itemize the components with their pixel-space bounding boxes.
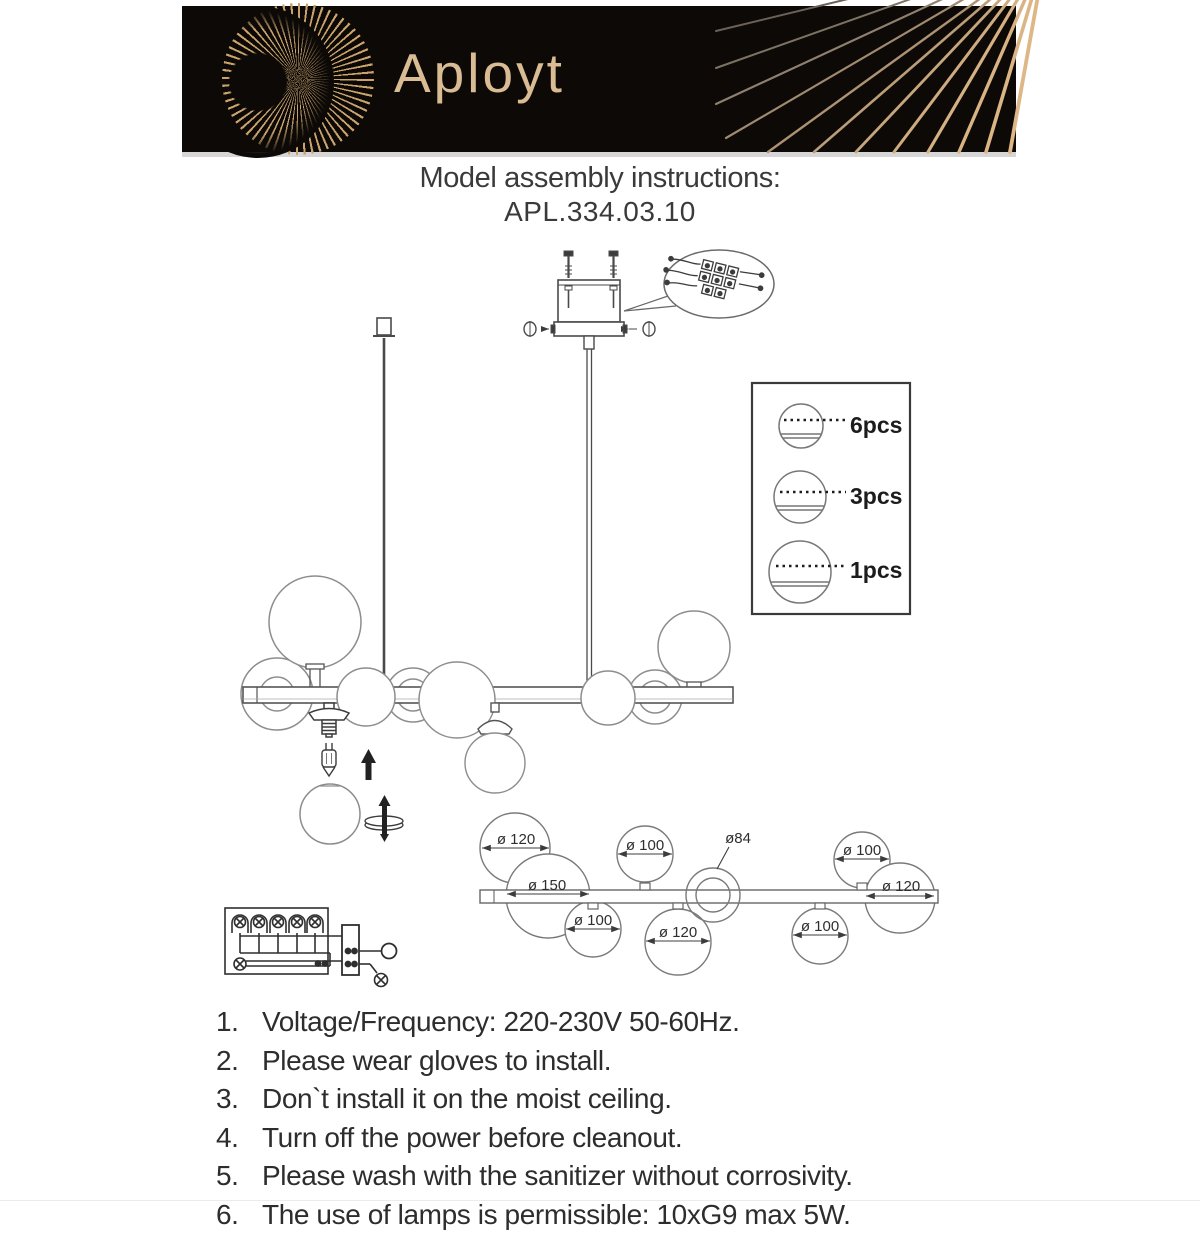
- instruction-number: 2.: [216, 1042, 262, 1081]
- instructions-list: [216, 1003, 1006, 1234]
- sunburst-logo-center: [182, 6, 334, 158]
- dim-label-right-bottom: ø 100: [801, 918, 839, 935]
- junction-circle: [382, 944, 397, 959]
- instruction-item-2: [216, 1042, 1006, 1081]
- dim-label-right: ø 120: [882, 878, 920, 895]
- exploded-parts: [300, 703, 403, 844]
- instruction-text: Don`t install it on the moist ceiling.: [262, 1080, 1006, 1119]
- dim-label-left-bottom: ø 100: [574, 912, 612, 929]
- instruction-item-3: [216, 1080, 1006, 1119]
- assembly-diagram: [180, 240, 1020, 1020]
- dim-label-mid-top: ø 100: [626, 837, 664, 854]
- page-title: Model assembly instructions:: [180, 161, 1020, 195]
- dim-label-mid-bottom: ø 120: [659, 924, 697, 941]
- gold-rays-decoration: [716, 6, 1016, 152]
- instruction-text: Please wear gloves to install.: [262, 1042, 1006, 1081]
- instruction-text: The use of lamps is permissible: 10xG9 max 5W.: [262, 1196, 1006, 1234]
- chandelier-drawing: [241, 318, 733, 844]
- instruction-text: Voltage/Frequency: 220-230V 50-60Hz.: [262, 1003, 1006, 1042]
- dim-label-right-top: ø 100: [843, 842, 881, 859]
- ceiling-mount: [524, 250, 774, 349]
- wiring-diagram: [225, 908, 397, 987]
- side-screw-left-icon: [524, 321, 555, 337]
- instruction-item-5: [216, 1157, 1006, 1196]
- instruction-number: 4.: [216, 1119, 262, 1158]
- instruction-text: Turn off the power before cleanout.: [262, 1119, 1006, 1158]
- up-arrow-icon: [361, 749, 376, 780]
- instruction-number: 3.: [216, 1080, 262, 1119]
- brand-name: Aployt: [394, 46, 565, 101]
- instruction-item-1: [216, 1003, 1006, 1042]
- instruction-text: Please wash with the sanitizer without corrosivity.: [262, 1157, 1006, 1196]
- parts-qty-3pcs: 3pcs: [850, 483, 902, 509]
- instruction-number: 1.: [216, 1003, 262, 1042]
- loose-globe: [300, 784, 360, 844]
- terminal-block: [342, 925, 359, 975]
- model-number: APL.334.03.10: [180, 195, 1020, 228]
- instruction-number: 5.: [216, 1157, 262, 1196]
- wiring-callout-balloon: [624, 250, 774, 318]
- parts-box: [752, 383, 910, 614]
- side-screw-right-icon: [623, 321, 655, 337]
- dimension-drawing: [480, 813, 938, 975]
- parts-qty-1pcs: 1pcs: [850, 557, 902, 583]
- hanging-rods: [373, 318, 592, 688]
- g9-bulb-icon: [322, 743, 336, 776]
- instruction-item-6: [216, 1196, 1006, 1234]
- title-block: [180, 161, 1020, 228]
- dim-label-left-big: ø 150: [528, 877, 566, 894]
- mounting-screws-icon: [564, 251, 618, 278]
- instruction-item-4: [216, 1119, 1006, 1158]
- brand-banner: [182, 6, 1016, 157]
- parts-qty-6pcs: 6pcs: [850, 412, 902, 438]
- mounting-ring: [365, 795, 403, 842]
- instruction-number: 6.: [216, 1196, 262, 1234]
- dim-label-canopy: ø84: [725, 830, 751, 847]
- dim-label-left-top: ø 120: [497, 831, 535, 848]
